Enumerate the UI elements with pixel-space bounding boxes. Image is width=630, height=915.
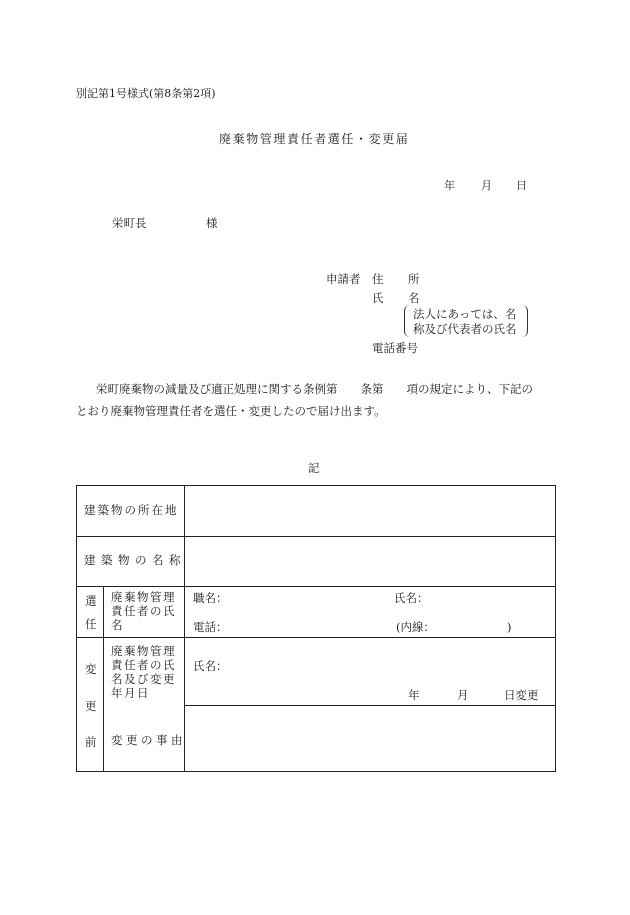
corporate-note-line1: 法人にあっては、名 bbox=[413, 307, 517, 321]
appoint-sub-label-2: 責任者の氏 bbox=[111, 604, 176, 618]
change-reason-label: 変更の事由 bbox=[111, 733, 186, 747]
applicant-phone-label: 電話番号 bbox=[372, 341, 418, 355]
date-year-label: 年 bbox=[444, 179, 455, 192]
page-title: 廃棄物管理責任者選任・変更届 bbox=[219, 132, 410, 146]
appoint-label-1: 選 bbox=[85, 594, 97, 608]
table-line bbox=[77, 637, 555, 638]
change-label-3: 前 bbox=[85, 735, 97, 749]
phone-label: 電話： bbox=[193, 620, 228, 634]
change-month-label: 月 bbox=[457, 688, 469, 702]
change-sub-label-1: 廃棄物管理 bbox=[111, 644, 176, 658]
appoint-label-2: 任 bbox=[85, 617, 97, 631]
extension-close: ) bbox=[507, 620, 512, 634]
applicant-label: 申請者 bbox=[326, 272, 361, 286]
appoint-sub-label-1: 廃棄物管理 bbox=[111, 590, 176, 604]
location-label: 建築物の所在地 bbox=[84, 503, 179, 517]
form-table bbox=[76, 485, 556, 772]
table-line bbox=[77, 536, 555, 537]
table-line bbox=[184, 705, 555, 706]
body-text-line1: 栄町廃棄物の減量及び適正処理に関する条例第 条第 項の規定により、下記の bbox=[96, 382, 533, 396]
extension-label: (内線： bbox=[396, 620, 435, 634]
ki-heading: 記 bbox=[308, 461, 320, 475]
table-line bbox=[184, 486, 185, 771]
form-number: 別記第1号様式(第8条第2項) bbox=[76, 87, 216, 100]
addressee-honorific: 様 bbox=[206, 216, 218, 230]
change-sub-label-2: 責任者の氏 bbox=[111, 658, 176, 672]
change-year-label: 年 bbox=[408, 688, 420, 702]
appoint-sub-label-3: 名 bbox=[111, 618, 124, 632]
table-line bbox=[103, 586, 104, 771]
addressee-name: 栄町長 bbox=[112, 216, 147, 230]
body-text-line2: とおり廃棄物管理責任者を選任・変更したので届け出ます。 bbox=[76, 404, 386, 418]
applicant-name-label-b: 名 bbox=[408, 291, 420, 305]
change-name-label: 氏名： bbox=[193, 659, 228, 673]
change-day-label: 日変更 bbox=[504, 688, 539, 702]
job-title-label: 職名： bbox=[193, 591, 228, 605]
corporate-note-line2: 称及び代表者の氏名 bbox=[413, 322, 517, 336]
corporate-note-bracket bbox=[404, 305, 528, 337]
date-day-label: 日 bbox=[516, 179, 527, 192]
change-sub-label-3: 名及び変更 bbox=[111, 672, 176, 686]
change-sub-label-4: 年月日 bbox=[111, 686, 150, 700]
change-label-2: 更 bbox=[85, 699, 97, 713]
change-label-1: 変 bbox=[85, 662, 97, 676]
applicant-address-label-b: 所 bbox=[408, 272, 420, 286]
table-line bbox=[77, 586, 555, 587]
date-month-label: 月 bbox=[481, 179, 492, 192]
applicant-name-label-a: 氏 bbox=[372, 291, 384, 305]
person-name-label: 氏名： bbox=[394, 591, 429, 605]
applicant-address-label-a: 住 bbox=[372, 272, 384, 286]
building-name-label: 建築物の名称 bbox=[84, 553, 186, 567]
